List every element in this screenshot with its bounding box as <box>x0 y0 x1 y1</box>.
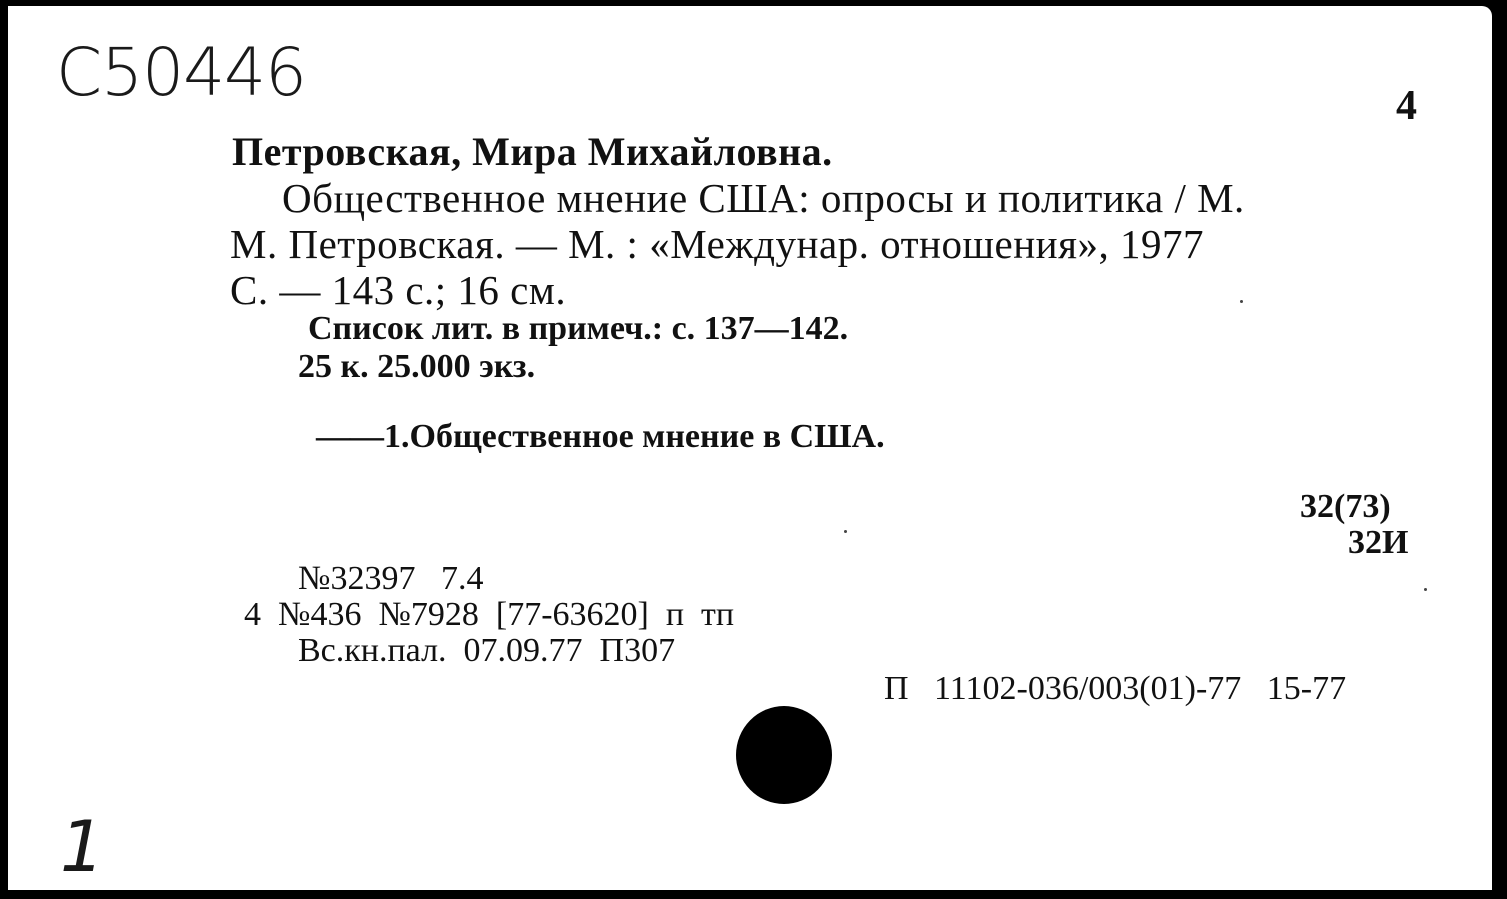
isbn-line: П 11102-036/003(01)-77 15-77 <box>884 670 1347 707</box>
handwritten-code: С50446 <box>56 34 307 111</box>
corner-number: 4 <box>1396 83 1418 129</box>
record-line-2: 4 №436 №7928 [77-63620] п тп <box>244 596 735 633</box>
author-heading: Петровская, Мира Михайловна. <box>232 129 833 174</box>
speck-mark <box>1424 588 1427 591</box>
note-bibliography: Список лит. в примеч.: с. 137—142. <box>308 310 849 347</box>
record-line-1: №32397 7.4 <box>298 560 484 597</box>
handwritten-number: 1 <box>60 806 104 888</box>
author-mark: 32И <box>1348 524 1409 561</box>
title-line-1: Общественное мнение США: опросы и политика / М. <box>282 175 1245 221</box>
subject-heading: ——1.Общественное мнение в США. <box>316 418 885 455</box>
speck-mark <box>844 530 847 533</box>
speck-mark <box>1240 300 1243 303</box>
class-number: 32(73) <box>1300 488 1391 525</box>
record-line-3: Вс.кн.пал. 07.09.77 П307 <box>298 632 676 669</box>
title-line-2: М. Петровская. — М. : «Междунар. отношения», 1977 <box>230 221 1204 267</box>
punch-hole <box>736 706 832 804</box>
note-price-print-run: 25 к. 25.000 экз. <box>298 348 536 385</box>
catalog-card <box>8 6 1492 890</box>
title-line-3: С. — 143 с.; 16 см. <box>230 267 567 313</box>
